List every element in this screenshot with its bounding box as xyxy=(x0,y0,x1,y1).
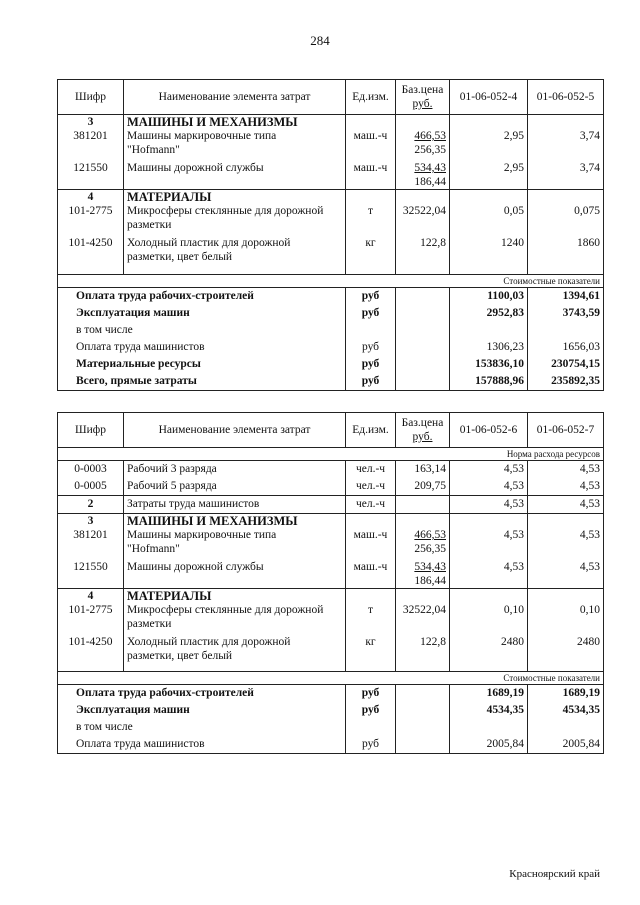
header-name: Наименование элемента затрат xyxy=(124,80,346,115)
header-price xyxy=(396,413,450,448)
summary-unit: руб xyxy=(346,702,396,719)
row-value-2: 3,74 xyxy=(528,129,604,157)
row-name: Рабочий 5 разряда xyxy=(124,478,346,496)
row-value-1: 2,95 xyxy=(450,161,528,190)
row-price: 32522,04 xyxy=(396,603,450,631)
header-unit: Ед.изм. xyxy=(346,413,396,448)
row-name: Машины маркировочные типа "Hofmann" xyxy=(124,129,346,157)
section-title: МАШИНЫ И МЕХАНИЗМЫ xyxy=(124,514,346,529)
summary-unit: руб xyxy=(346,736,396,754)
summary-value-1: 2952,83 xyxy=(450,305,528,322)
row-value-2: 4,53 xyxy=(528,461,604,479)
row-code: 0-0003 xyxy=(58,461,124,479)
summary-value-2: 1656,03 xyxy=(528,339,604,356)
row-code: 381201 xyxy=(58,528,124,556)
row-unit: маш.-ч xyxy=(346,129,396,157)
row-code: 101-2775 xyxy=(58,204,124,232)
row-value-1: 4,53 xyxy=(450,478,528,496)
row-value-2: 3,74 xyxy=(528,161,604,190)
row-name: Затраты труда машинистов xyxy=(124,496,346,514)
row-name: Холодный пластик для дорожной разметки, цвет белый xyxy=(124,635,346,663)
summary-label: в том числе xyxy=(58,322,346,339)
row-value-2: 0,075 xyxy=(528,204,604,232)
table-header-row xyxy=(58,80,604,115)
summary-unit: руб xyxy=(346,288,396,306)
summary-value-2: 1689,19 xyxy=(528,685,604,703)
summary-label: Эксплуатация машин xyxy=(58,702,346,719)
summary-value-1: 4534,35 xyxy=(450,702,528,719)
cost-table-2 xyxy=(57,412,604,754)
header-price-line2: руб. xyxy=(412,431,433,443)
row-value-2: 2480 xyxy=(528,635,604,663)
summary-value-2: 235892,35 xyxy=(528,373,604,391)
row-value-2: 4,53 xyxy=(528,560,604,589)
summary-label: Материальные ресурсы xyxy=(58,356,346,373)
row-name: Машины дорожной службы xyxy=(124,161,346,190)
summary-row xyxy=(58,702,604,719)
section-title: МАШИНЫ И МЕХАНИЗМЫ xyxy=(124,115,346,130)
row-name: Холодный пластик для дорожной разметки, цвет белый xyxy=(124,236,346,264)
row-price: 163,14 xyxy=(396,461,450,479)
row-price: 32522,04 xyxy=(396,204,450,232)
row-value-1: 4,53 xyxy=(450,496,528,514)
summary-unit: руб xyxy=(346,685,396,703)
table-row xyxy=(58,635,604,663)
table-row xyxy=(58,496,604,514)
row-name: Машины дорожной службы xyxy=(124,560,346,589)
summary-row xyxy=(58,685,604,703)
row-unit: т xyxy=(346,204,396,232)
table-row xyxy=(58,129,604,157)
header-unit: Ед.изм. xyxy=(346,80,396,115)
row-unit: чел.-ч xyxy=(346,478,396,496)
row-value-1: 4,53 xyxy=(450,461,528,479)
row-code: 101-2775 xyxy=(58,603,124,631)
section-title: МАТЕРИАЛЫ xyxy=(124,190,346,205)
summary-row xyxy=(58,719,604,736)
row-price: 534,43 186,44 xyxy=(396,161,450,190)
summary-row xyxy=(58,322,604,339)
summary-value-1: 1689,19 xyxy=(450,685,528,703)
row-unit: кг xyxy=(346,635,396,663)
cost-caption: Стоимостные показатели xyxy=(58,275,604,288)
row-price: 209,75 xyxy=(396,478,450,496)
summary-value-2: 2005,84 xyxy=(528,736,604,754)
summary-label: Оплата труда рабочих-строителей xyxy=(58,288,346,306)
cost-caption-row xyxy=(58,672,604,685)
row-value-1: 1240 xyxy=(450,236,528,264)
table-row xyxy=(58,560,604,589)
row-code: 101-4250 xyxy=(58,635,124,663)
row-value-1: 4,53 xyxy=(450,560,528,589)
row-value-2: 4,53 xyxy=(528,496,604,514)
row-value-1: 2480 xyxy=(450,635,528,663)
section-number: 4 xyxy=(58,589,124,604)
summary-row xyxy=(58,356,604,373)
row-code: 381201 xyxy=(58,129,124,157)
row-unit: маш.-ч xyxy=(346,161,396,190)
summary-unit: руб xyxy=(346,305,396,322)
summary-label: Оплата труда машинистов xyxy=(58,736,346,754)
header-col5: 01-06-052-6 xyxy=(450,413,528,448)
table-row xyxy=(58,603,604,631)
header-price-line2: руб. xyxy=(412,98,433,110)
cost-caption-row xyxy=(58,275,604,288)
table-row xyxy=(58,236,604,264)
summary-label: Всего, прямые затраты xyxy=(58,373,346,391)
section-title: МАТЕРИАЛЫ xyxy=(124,589,346,604)
section-number: 3 xyxy=(58,115,124,130)
summary-row xyxy=(58,305,604,322)
region-footer: Красноярский край xyxy=(509,868,600,880)
header-col5: 01-06-052-4 xyxy=(450,80,528,115)
summary-value-1: 157888,96 xyxy=(450,373,528,391)
row-value-1: 2,95 xyxy=(450,129,528,157)
header-code: Шифр xyxy=(58,80,124,115)
row-name: Микросферы стеклянные для дорожной разметки xyxy=(124,204,346,232)
row-code: 2 xyxy=(58,496,124,514)
summary-row xyxy=(58,736,604,754)
row-unit: маш.-ч xyxy=(346,560,396,589)
row-code: 0-0005 xyxy=(58,478,124,496)
header-price-line1: Баз.цена xyxy=(401,84,444,96)
cost-table-1 xyxy=(57,79,604,391)
row-unit: чел.-ч xyxy=(346,461,396,479)
section-number: 3 xyxy=(58,514,124,529)
summary-value-2: 1394,61 xyxy=(528,288,604,306)
row-price: 534,43 186,44 xyxy=(396,560,450,589)
summary-value-1: 2005,84 xyxy=(450,736,528,754)
header-col6: 01-06-052-5 xyxy=(528,80,604,115)
norm-caption: Норма расхода ресурсов xyxy=(58,448,604,461)
summary-label: Эксплуатация машин xyxy=(58,305,346,322)
row-price: 466,53 256,35 xyxy=(396,129,450,157)
row-price: 122,8 xyxy=(396,236,450,264)
section-row xyxy=(58,589,604,604)
summary-value-1: 1306,23 xyxy=(450,339,528,356)
header-name: Наименование элемента затрат xyxy=(124,413,346,448)
row-unit: чел.-ч xyxy=(346,496,396,514)
summary-unit: руб xyxy=(346,373,396,391)
summary-value-1: 1100,03 xyxy=(450,288,528,306)
summary-row xyxy=(58,339,604,356)
summary-row xyxy=(58,288,604,306)
table-row xyxy=(58,528,604,556)
row-code: 121550 xyxy=(58,161,124,190)
header-code: Шифр xyxy=(58,413,124,448)
summary-unit: руб xyxy=(346,339,396,356)
row-value-2: 0,10 xyxy=(528,603,604,631)
summary-value-2: 230754,15 xyxy=(528,356,604,373)
norm-caption-row xyxy=(58,448,604,461)
row-unit: маш.-ч xyxy=(346,528,396,556)
summary-label: Оплата труда рабочих-строителей xyxy=(58,685,346,703)
summary-value-2: 3743,59 xyxy=(528,305,604,322)
table-header-row xyxy=(58,413,604,448)
cost-caption: Стоимостные показатели xyxy=(58,672,604,685)
summary-unit: руб xyxy=(346,356,396,373)
row-value-1: 0,10 xyxy=(450,603,528,631)
row-code: 121550 xyxy=(58,560,124,589)
row-value-2: 1860 xyxy=(528,236,604,264)
row-unit: т xyxy=(346,603,396,631)
table-row xyxy=(58,204,604,232)
summary-value-2: 4534,35 xyxy=(528,702,604,719)
row-price: 466,53 256,35 xyxy=(396,528,450,556)
header-col6: 01-06-052-7 xyxy=(528,413,604,448)
row-value-2: 4,53 xyxy=(528,528,604,556)
table-row xyxy=(58,161,604,190)
summary-label: Оплата труда машинистов xyxy=(58,339,346,356)
table-row xyxy=(58,478,604,496)
row-value-1: 4,53 xyxy=(450,528,528,556)
row-name: Машины маркировочные типа "Hofmann" xyxy=(124,528,346,556)
summary-row xyxy=(58,373,604,391)
section-row xyxy=(58,514,604,529)
row-value-1: 0,05 xyxy=(450,204,528,232)
page-number: 284 xyxy=(310,33,330,48)
section-row xyxy=(58,190,604,205)
row-price: 122,8 xyxy=(396,635,450,663)
row-unit: кг xyxy=(346,236,396,264)
summary-label: в том числе xyxy=(58,719,346,736)
summary-value-1: 153836,10 xyxy=(450,356,528,373)
header-price-line1: Баз.цена xyxy=(401,417,444,429)
row-code: 101-4250 xyxy=(58,236,124,264)
section-number: 4 xyxy=(58,190,124,205)
section-row xyxy=(58,115,604,130)
row-name: Рабочий 3 разряда xyxy=(124,461,346,479)
header-price xyxy=(396,80,450,115)
row-name: Микросферы стеклянные для дорожной разметки xyxy=(124,603,346,631)
table-row xyxy=(58,461,604,479)
row-value-2: 4,53 xyxy=(528,478,604,496)
